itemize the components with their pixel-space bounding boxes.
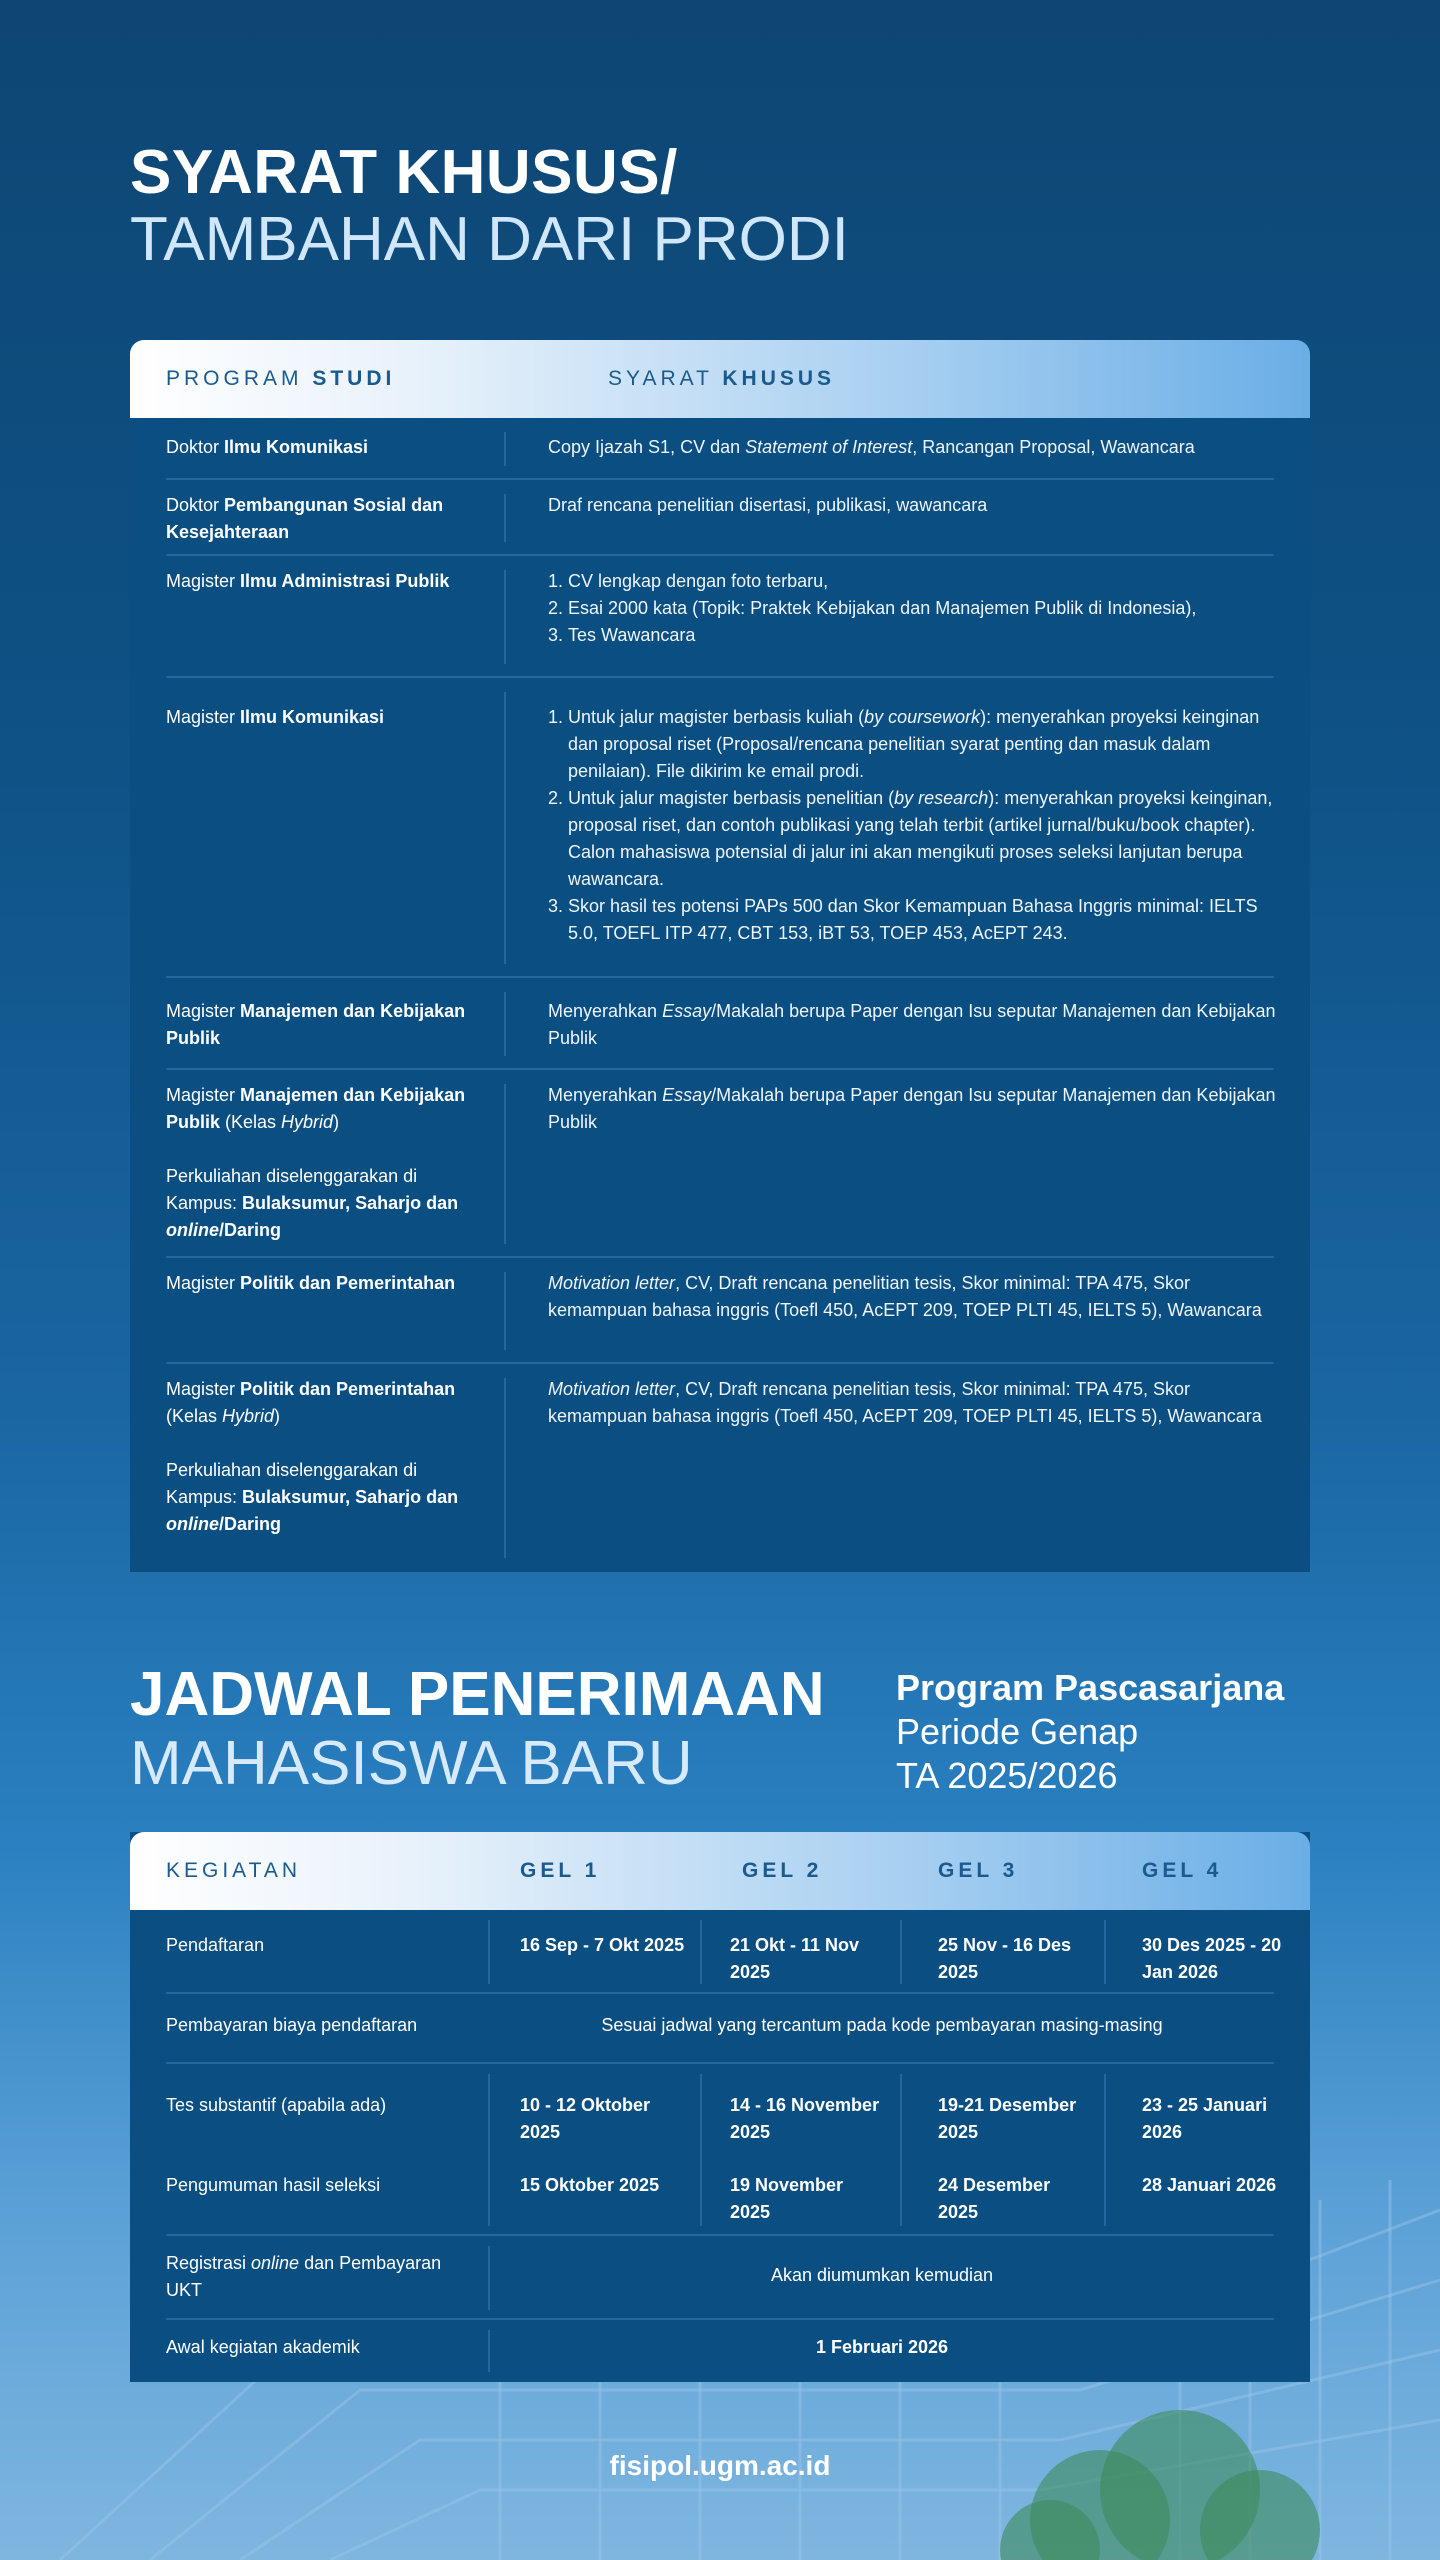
activity-label: Awal kegiatan akademik xyxy=(166,2337,360,2357)
activity-label: Pendaftaran xyxy=(166,1935,265,1955)
schedule-title-light: MAHASISWA BARU xyxy=(130,1729,693,1799)
header-program-studi: PROGRAM STUDI xyxy=(166,367,396,390)
span-note: Akan diumumkan kemudian xyxy=(770,2265,994,2285)
requirement-text: Motivation letter, CV, Draft rencana penelitian tesis, Skor minimal: TPA 475, Skor kemampuan bahasa inggris (Toefl 450, AcEPT 209, TOEP PLTI 45, IELTS 5), Wawancara xyxy=(548,1273,1262,1320)
campus-note: Perkuliahan diselenggarakan di Kampus: Bulaksumur, Saharjo dan online/Daring xyxy=(166,1166,459,1240)
table-row xyxy=(130,978,1310,1070)
campus-note: Perkuliahan diselenggarakan di Kampus: Bulaksumur, Saharjo dan online/Daring xyxy=(166,1460,459,1534)
requirements-title-bold: SYARAT KHUSUS/ xyxy=(130,138,678,207)
table-row xyxy=(130,2320,1310,2382)
header-gel-4: GEL 4 xyxy=(1142,1859,1223,1882)
activity-label: Tes substantif (apabila ada) xyxy=(166,2095,387,2115)
activity-label: Pembayaran biaya pendaftaran xyxy=(166,2015,418,2035)
gel3-date: 25 Nov - 16 Des 2025 xyxy=(938,1935,1072,1982)
table-row xyxy=(130,678,1310,978)
period-year: TA 2025/2026 xyxy=(896,1755,1118,1796)
program-name: Magister Politik dan Pemerintahan (Kelas Hybrid) Perkuliahan diselenggarakan di Kampus: Bulaksumur, Saharjo dan online/Daring xyxy=(166,1376,466,1538)
gel3-date: 19-21 Desember 2025 xyxy=(938,2095,1077,2142)
activity-label: Pengumuman hasil seleksi xyxy=(166,2175,381,2195)
gel2-date: 21 Okt - 11 Nov 2025 xyxy=(730,1935,860,1982)
header-syarat-khusus: SYARAT KHUSUS xyxy=(608,367,836,390)
span-note: Sesuai jadwal yang tercantum pada kode pembayaran masing-masing xyxy=(601,2015,1163,2035)
requirement-text: Copy Ijazah S1, CV dan Statement of Interest, Rancangan Proposal, Wawancara xyxy=(548,437,1195,457)
program-name: Doktor Ilmu Komunikasi xyxy=(166,437,369,457)
gel1-date: 10 - 12 Oktober 2025 xyxy=(520,2095,651,2142)
program-name: Magister Ilmu Administrasi Publik xyxy=(166,571,450,591)
program-name: Magister Ilmu Komunikasi xyxy=(166,707,385,727)
gel2-date: 14 - 16 November 2025 xyxy=(730,2095,880,2142)
table-row xyxy=(130,1258,1310,1364)
requirements-title-light: TAMBAHAN DARI PRODI xyxy=(130,204,849,274)
gel1-date: 16 Sep - 7 Okt 2025 xyxy=(520,1935,685,1955)
gel4-date: 30 Des 2025 - 20 Jan 2026 xyxy=(1142,1935,1282,1982)
table-row xyxy=(130,480,1310,556)
program-name: Magister Manajemen dan Kebijakan Publik xyxy=(166,1001,466,1048)
requirement-text: Menyerahkan Essay/Makalah berupa Paper dengan Isu seputar Manajemen dan Kebijakan Publik xyxy=(548,1085,1276,1132)
header-gel-2: GEL 2 xyxy=(742,1859,823,1882)
program-name: Magister Manajemen dan Kebijakan Publik (Kelas Hybrid) Perkuliahan diselenggarakan di Kampus: Bulaksumur, Saharjo dan online/Daring xyxy=(166,1082,466,1244)
schedule-table-header xyxy=(130,1832,1310,1910)
gel4-date: 28 Januari 2026 xyxy=(1142,2175,1277,2195)
table-row xyxy=(130,1364,1310,1572)
requirement-list: 1. CV lengkap dengan foto terbaru, 2. Esai 2000 kata (Topik: Praktek Kebijakan dan Manajemen Publik di Indonesia), 3. Tes Wawancara xyxy=(548,568,1280,649)
table-row xyxy=(130,2236,1310,2320)
requirement-text: Motivation letter, CV, Draft rencana penelitian tesis, Skor minimal: TPA 475, Skor kemampuan bahasa inggris (Toefl 450, AcEPT 209, TOEP PLTI 45, IELTS 5), Wawancara xyxy=(548,1379,1262,1426)
header-gel-3: GEL 3 xyxy=(938,1859,1019,1882)
program-name: Magister Politik dan Pemerintahan xyxy=(166,1273,456,1293)
requirements-heading xyxy=(130,140,849,274)
table-row xyxy=(130,1070,1310,1258)
table-row-group xyxy=(130,2064,1310,2236)
table-row xyxy=(130,556,1310,678)
gel1-date: 15 Oktober 2025 xyxy=(520,2175,660,2195)
requirements-table-header xyxy=(130,340,1310,418)
program-name: Doktor Pembangunan Sosial dan Kesejahteraan xyxy=(166,495,444,542)
table-row xyxy=(130,1910,1310,1994)
requirement-text: Draf rencana penelitian disertasi, publikasi, wawancara xyxy=(548,495,988,515)
requirement-text: Menyerahkan Essay/Makalah berupa Paper dengan Isu seputar Manajemen dan Kebijakan Publik xyxy=(548,1001,1276,1048)
requirement-list: 1. Untuk jalur magister berbasis kuliah (by coursework): menyerahkan proyeksi keinginan dan proposal riset (Proposal/rencana penelitian syarat penting dan masuk dalam penilaian). File dikirim ke email prodi. 2. Untuk jalur magister berbasis penelitian (by research): menyerahkan proyeksi keinginan, proposal riset, dan contoh publikasi yang telah terbit (artikel jurnal/buku/book chapter). Calon mahasiswa potensial di jalur ini akan mengikuti proses seleksi lanjutan berupa wawancara. 3. Skor hasil tes potensi PAPs 500 dan Skor Kemampuan Bahasa Inggris minimal: IELTS 5.0, TOEFL ITP 477, CBT 153, iBT 53, TOEP 453, AcEPT 243. xyxy=(548,704,1280,947)
gel4-date: 23 - 25 Januari 2026 xyxy=(1142,2095,1268,2142)
activity-label: Registrasi online dan Pembayaran UKT xyxy=(166,2253,442,2300)
gel3-date: 24 Desember 2025 xyxy=(938,2175,1051,2222)
header-gel-1: GEL 1 xyxy=(520,1859,601,1882)
header-kegiatan: KEGIATAN xyxy=(166,1859,302,1882)
period-semester: Periode Genap xyxy=(896,1711,1139,1752)
period-program: Program Pascasarjana xyxy=(896,1667,1285,1708)
requirements-table xyxy=(130,340,1310,1572)
footer-url[interactable]: fisipol.ugm.ac.id xyxy=(609,2450,831,2481)
schedule-heading xyxy=(130,1660,825,1799)
gel2-date: 19 November 2025 xyxy=(730,2175,844,2222)
schedule-table xyxy=(130,1832,1310,2382)
table-row xyxy=(130,1994,1310,2064)
span-note: 1 Februari 2026 xyxy=(815,2337,949,2357)
period-info xyxy=(896,1666,1284,1798)
schedule-title-bold: JADWAL PENERIMAAN xyxy=(130,1660,825,1729)
table-row xyxy=(130,418,1310,480)
